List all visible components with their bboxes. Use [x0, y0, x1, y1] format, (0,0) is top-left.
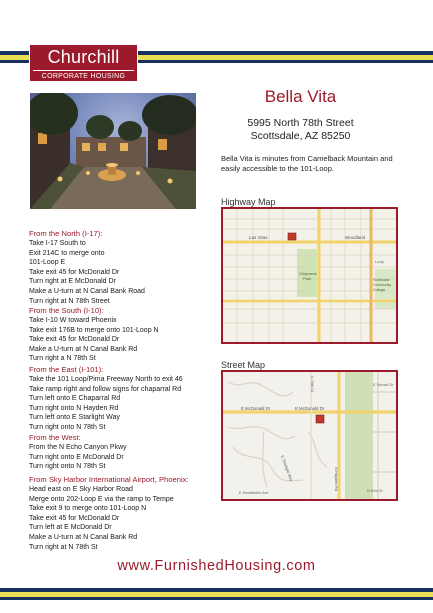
direction-step: Make a U-turn at N Canal Bank Road [29, 287, 145, 295]
directions-heading: From the South (I-10): [29, 306, 104, 315]
footer-band-navy-lower [0, 597, 433, 600]
direction-step: From the N Echo Canyon Pkwy [29, 444, 127, 451]
direction-step: Turn left onto E Starlight Way [29, 414, 120, 422]
directions-heading: From the West: [29, 433, 81, 442]
svg-text:E Montebello Ave: E Montebello Ave [239, 491, 269, 495]
direction-step: Merge onto 202-Loop E via the ramp to Tempe [29, 495, 174, 503]
direction-step: Take I-17 South to [29, 240, 86, 247]
website-url[interactable]: www.FurnishedHousing.com [117, 558, 316, 574]
svg-text:E Sunset Dr: E Sunset Dr [373, 383, 394, 387]
direction-step: Turn right at N 78th St [29, 543, 98, 551]
street-map-label: Street Map [221, 360, 266, 370]
direction-step: Make a U-turn at N Canal Bank Rd [29, 533, 138, 541]
property-photo [30, 93, 196, 209]
address-line-1: 5995 North 78th Street [247, 117, 354, 129]
svg-text:N 81st St: N 81st St [367, 489, 383, 493]
svg-text:Park: Park [303, 276, 312, 281]
direction-step: Turn right a N 78th St [29, 355, 96, 363]
directions-heading: From the North (I-17): [29, 229, 103, 238]
property-name: Bella Vita [264, 87, 337, 106]
svg-text:College: College [373, 288, 386, 292]
svg-text:N 78th St: N 78th St [310, 376, 314, 392]
direction-step: Head east on E Sky Harbor Road [29, 486, 133, 493]
directions-west [29, 433, 224, 472]
logo-tagline: CORPORATE HOUSING [41, 73, 126, 80]
direction-step: Turn left at E McDonald Dr [29, 524, 112, 532]
street-map [221, 370, 398, 501]
svg-text:Las Vitas: Las Vitas [249, 235, 268, 240]
direction-step: Turn left onto E Chaparral Rd [29, 395, 121, 403]
churchill-logo [29, 44, 138, 82]
directions-heading: From Sky Harbor International Airport, Phoenix: [29, 475, 189, 484]
highway-map [221, 207, 398, 344]
logo-name: Churchill [47, 47, 120, 67]
svg-text:N Hayden Rd: N Hayden Rd [334, 467, 339, 492]
address-line-2: Scottsdale, AZ 85250 [250, 130, 351, 142]
directions-south [29, 306, 224, 364]
direction-step: Take ramp right and follow signs for chaparral Rd [29, 385, 182, 393]
direction-step: Take exit 9 to merge onto 101-Loop N [29, 505, 147, 513]
svg-text:E Starlight Way: E Starlight Way [280, 454, 295, 483]
svg-text:Chaparral: Chaparral [299, 271, 317, 276]
svg-text:E McDonald Dr: E McDonald Dr [241, 406, 271, 411]
directions-north [29, 229, 224, 306]
direction-step: Turn right onto N 78th St [29, 423, 106, 431]
direction-step: Turn right onto N 78th St [29, 463, 106, 471]
svg-text:Community: Community [373, 283, 392, 287]
direction-step: Turn right onto E McDonald Dr [29, 453, 124, 461]
directions-airport [29, 475, 224, 552]
svg-text:Loop: Loop [375, 259, 384, 264]
direction-step: Take I-10 W toward Phoenix [29, 317, 117, 324]
direction-step: Take the 101 Loop/Pima Freeway North to exit 46 [29, 376, 183, 383]
svg-text:Scottsdale: Scottsdale [373, 278, 390, 282]
direction-step: Turn right at N 78th Street [29, 297, 110, 305]
property-description: Bella Vita is minutes from Camelback Mountain and easily accessible to the 101-Loop. [221, 154, 393, 173]
svg-text:E McDonald Dr: E McDonald Dr [295, 406, 325, 411]
direction-step: Take exit 45 for McDonald Dr [29, 268, 120, 276]
direction-step: Take exit 45 for McDonald Dr [29, 336, 120, 344]
directions-east [29, 365, 224, 433]
direction-step: Turn right onto N Hayden Rd [29, 404, 119, 412]
svg-text:Woodland: Woodland [345, 235, 366, 240]
direction-step: Turn right at E McDonald Dr [29, 278, 116, 286]
direction-step: Exit 214C to merge onto [29, 249, 105, 257]
direction-step: 101-Loop E [29, 259, 66, 267]
direction-step: Take exit 45 for McDonald Dr [29, 514, 120, 522]
direction-step: Make a U-turn at N Canal Bank Rd [29, 345, 138, 353]
directions-heading: From the East (I-101): [29, 365, 104, 374]
direction-step: Take exit 176B to merge onto 101-Loop N [29, 326, 159, 334]
highway-map-label: Highway Map [221, 197, 276, 207]
